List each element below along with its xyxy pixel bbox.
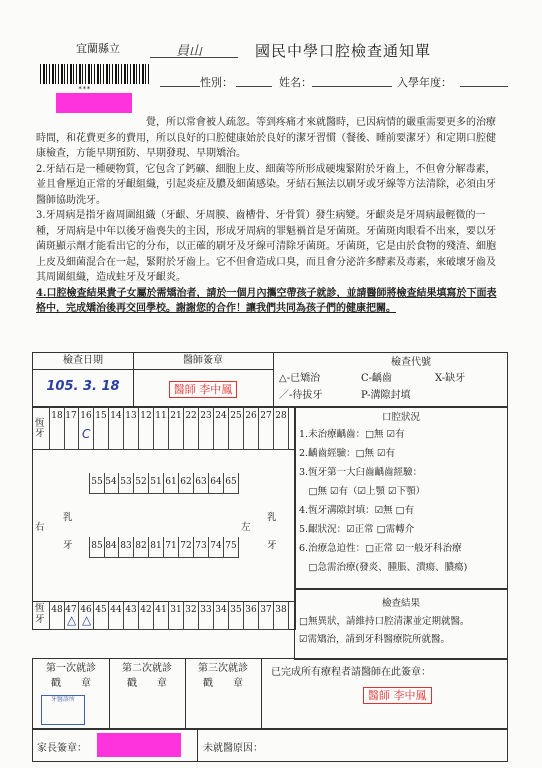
upper-perm-label: 恆牙: [35, 418, 45, 439]
notes-section: [36, 115, 502, 317]
primary-label-left: 乳牙: [267, 512, 277, 551]
tooth-54: 54: [104, 473, 119, 494]
tooth-46: 46: [79, 601, 94, 630]
tooth-28: 28: [274, 407, 289, 450]
code-legend: 檢查代號 △-已矯治 C-齲齒 X-缺牙 ／-待拔牙 P-溝隙封填: [279, 353, 503, 407]
parent-sign-label: 家長簽章：: [37, 743, 87, 754]
exam-date-value: 105. 3. 18: [46, 379, 120, 394]
tooth-32: 32: [184, 601, 199, 630]
tooth-44: 44: [109, 601, 124, 630]
tooth-16: 16: [79, 407, 94, 450]
page-title: 國民中學口腔檢查通知單: [255, 42, 432, 60]
result-item: ☑需矯治，請到牙科醫療院所就醫。: [299, 634, 451, 645]
tooth-37: 37: [259, 601, 274, 630]
tooth-41: 41: [154, 601, 169, 630]
tooth-chart: [32, 406, 296, 630]
exam-header-box: [32, 352, 508, 408]
primary-label-right: 乳牙: [63, 512, 73, 551]
first-visit-label: 第一次就診: [46, 663, 96, 674]
tooth-mark: △: [82, 613, 92, 627]
tooth-51: 51: [149, 473, 164, 494]
tooth-34: 34: [214, 601, 229, 630]
gender-label: 性別：: [200, 76, 233, 89]
doctor-stamp: 醫師 李中鳳: [169, 381, 238, 398]
tooth-33: 33: [199, 601, 214, 630]
tooth-47: 47: [64, 601, 79, 630]
oral-item: 1.未治療齲齒：□無 ☑有: [299, 429, 405, 440]
doctor-sign-label: 醫師簽章: [133, 353, 273, 370]
result-item: □無異狀，請維持口腔清潔並定期就醫。: [299, 616, 470, 627]
oral-item: □無 ☑有（☑上顎 ☑下顎）: [299, 486, 426, 497]
right-label: 右: [35, 522, 45, 533]
tooth-52: 52: [134, 473, 149, 494]
tooth-62: 62: [179, 473, 194, 494]
tooth-14: 14: [109, 407, 124, 450]
tooth-75: 75: [224, 537, 239, 558]
note-4: 4.口腔檢查結果貴子女屬於需矯治者，請於一個月內攜空帶孩子就診，並請醫師將檢查結果填寫於下面表格中，完成矯治後再交回學校。謝謝您的合作！讓我們共同為孩子們的健康把關。: [36, 287, 497, 314]
tooth-73: 73: [194, 537, 209, 558]
completed-stamp: 醫師 李中鳳: [363, 687, 432, 704]
tooth-71: 71: [164, 537, 179, 558]
tooth-82: 82: [134, 537, 149, 558]
tooth-84: 84: [104, 537, 119, 558]
tooth-43: 43: [124, 601, 139, 630]
barcode-number: ***: [78, 85, 91, 93]
note-2: 2.牙結石是一種硬物質，它包含了鈣礦、細胞上皮、細菌等所形成硬塊緊附於牙齒上，不但會分解毒素，並且會壓迫正常的牙齦組織，引起炎症及膿及細菌感染。牙結石無法以刷牙或牙線等方法清除，必須由牙醫師協助洗牙。: [36, 163, 496, 206]
tooth-18: 18: [49, 407, 65, 450]
tooth-42: 42: [139, 601, 154, 630]
oral-status-list: [295, 423, 507, 579]
note-1: 覺，所以常會被人疏忽。等到疼痛才來就醫時，已因病情的嚴重需要更多的治療時間，和花費更多的費用，所以良好的口腔健康始於良好的潔牙習慣（餐後、睡前要潔牙）和定期口腔健康檢查，方能早期預防、早期發現、早期矯治。: [36, 117, 496, 159]
tooth-74: 74: [209, 537, 224, 558]
tooth-27: 27: [259, 407, 274, 450]
oral-item: 4.恆牙溝隙封填：☑無 □有: [299, 505, 415, 516]
tooth-65: 65: [224, 473, 239, 494]
tooth-81: 81: [149, 537, 164, 558]
oral-item: 6.治療急迫性：□正常 ☑一般牙科治療: [299, 543, 462, 554]
oral-item: 2.齲齒經驗：□無 ☑有: [299, 448, 396, 459]
exam-date-label: 檢查日期: [33, 353, 133, 370]
tooth-17: 17: [64, 407, 79, 450]
second-visit-label: 第二次就診: [122, 663, 172, 674]
visits-box: 第一次就診 戳 章 牙醫診所 第二次就診 戳 章 第三次就診 戳 章 已完成所有療程者請醫師在此簽章： 醫師 李中鳳: [32, 658, 508, 730]
tooth-85: 85: [89, 537, 105, 558]
tooth-13: 13: [124, 407, 139, 450]
tooth-35: 35: [229, 601, 244, 630]
oral-item: □急需治療(發炎、腫脹、潰瘍、膿瘍): [299, 562, 468, 573]
tooth-72: 72: [179, 537, 194, 558]
name-label: 姓名：: [279, 76, 312, 89]
year-label: 入學年度：: [397, 76, 452, 89]
city-label: 宜蘭縣立: [76, 42, 120, 55]
tooth-mark: C: [82, 427, 91, 441]
oral-item: 3.恆牙第一大臼齒齲齒經驗：: [299, 467, 423, 478]
tooth-61: 61: [164, 473, 179, 494]
tooth-45: 45: [94, 601, 109, 630]
tooth-11: 11: [154, 407, 169, 450]
tooth-26: 26: [244, 407, 259, 450]
tooth-24: 24: [214, 407, 229, 450]
completed-label: 已完成所有療程者請醫師在此簽章：: [271, 667, 431, 678]
tooth-38: 38: [274, 601, 289, 630]
tooth-12: 12: [139, 407, 154, 450]
reason-label: 未就醫原因：: [203, 743, 263, 754]
footer-box: [32, 728, 508, 762]
tooth-53: 53: [119, 473, 134, 494]
clinic-stamp: 牙醫診所: [41, 695, 85, 725]
oral-item: 5.齦狀況：☑正常 □需轉介: [299, 524, 415, 535]
note-3: 3.牙周病是指牙齒周圍組織（牙齦、牙周膜、齒槽骨、牙骨質）發生病變。牙齦炎是牙周病最輕微的一種，牙周病是中年以後牙齒喪失的主因，形成牙周病的罪魁禍首是牙菌斑。牙菌斑肉眼看不出來，要以牙菌斑顯示劑才能看出它的分布，以正確的刷牙及牙線可清除牙菌斑。牙菌斑，它是由於食物的殘渣、細胞上皮及細菌混合在一起，緊附於牙齒上。它不但會造成口臭，而且會分泌許多酵素及毒素，來破壞牙齒及其周圍組織，造成蛀牙及牙齦炎。: [36, 210, 496, 283]
third-visit-label: 第三次就診: [198, 663, 248, 674]
tooth-23: 23: [199, 407, 214, 450]
tooth-25: 25: [229, 407, 244, 450]
left-label: 左: [241, 522, 251, 533]
tooth-63: 63: [194, 473, 209, 494]
tooth-48: 48: [49, 601, 65, 630]
oral-status-title: 口腔狀況: [381, 412, 420, 423]
redaction-student-id: [56, 93, 132, 113]
lower-perm-label: 恆牙: [35, 603, 45, 625]
tooth-mark: △: [67, 613, 77, 627]
tooth-22: 22: [184, 407, 199, 450]
redaction-parent-sign: [97, 733, 181, 757]
result-title: 檢查結果: [381, 598, 420, 609]
tooth-36: 36: [244, 601, 259, 630]
tooth-15: 15: [94, 407, 109, 450]
school-underline: [150, 57, 238, 58]
tooth-31: 31: [169, 601, 184, 630]
tooth-83: 83: [119, 537, 134, 558]
oral-status-box: [294, 406, 508, 590]
school-name: 員山: [176, 44, 203, 59]
tooth-55: 55: [89, 473, 105, 494]
tooth-64: 64: [209, 473, 224, 494]
result-box: [294, 588, 508, 660]
code-legend-title: 檢查代號: [391, 357, 431, 368]
tooth-21: 21: [169, 407, 184, 450]
barcode: [40, 64, 150, 84]
